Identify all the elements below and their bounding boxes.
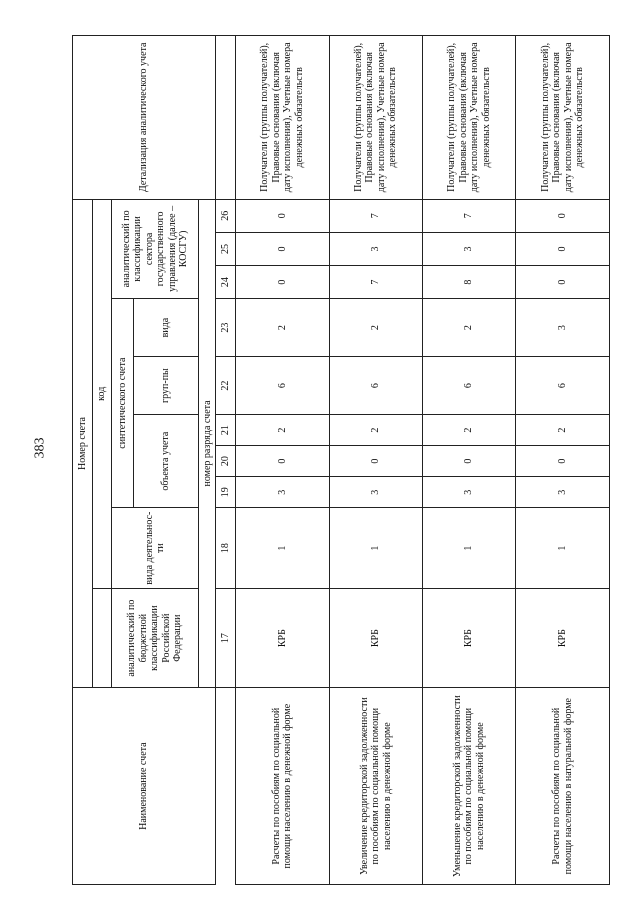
table-cell: 1 (423, 508, 516, 589)
table-cell: 0 (236, 266, 329, 299)
table-cell: 6 (329, 357, 422, 415)
table-cell: 2 (329, 415, 422, 446)
digit-cell: 25 (216, 232, 236, 265)
table-cell: 1 (516, 508, 610, 589)
digit-cell: 17 (216, 588, 236, 687)
table-row (236, 36, 329, 885)
digit-cell: 24 (216, 266, 236, 299)
table-cell: 7 (329, 199, 422, 232)
header-account-number: Номер счета (73, 199, 93, 688)
table-row (329, 36, 422, 885)
table-cell: 3 (516, 299, 610, 357)
table-cell: 6 (516, 357, 610, 415)
table-cell: 7 (329, 266, 422, 299)
table-cell: КРБ (516, 588, 610, 687)
table-cell: 3 (423, 232, 516, 265)
digit-cell: 19 (216, 477, 236, 508)
header-digit-number: номер разряда счета (199, 199, 216, 688)
table-cell: КРБ (329, 588, 422, 687)
table-cell: 2 (423, 415, 516, 446)
table-cell: 2 (236, 415, 329, 446)
header-group: груп-пы (133, 357, 198, 415)
digit-cell: 26 (216, 199, 236, 232)
header-kind: вида (133, 299, 198, 357)
digit-cell: 21 (216, 415, 236, 446)
table-cell: 2 (236, 299, 329, 357)
table-cell: 3 (423, 477, 516, 508)
table-cell: 1 (329, 508, 422, 589)
table-cell: 8 (423, 266, 516, 299)
digit-cell: 18 (216, 508, 236, 589)
account-name-cell: Расчеты по пособиям по социальной помощи населению в натуральной форме (516, 688, 610, 885)
table-cell: 0 (329, 446, 422, 477)
digit-cell: 22 (216, 357, 236, 415)
account-name-cell: Расчеты по пособиям по социальной помощи населению в денежной форме (236, 688, 329, 885)
header-synthetic: синтетического счета (112, 299, 134, 508)
table-cell: 0 (423, 446, 516, 477)
accounts-table (72, 35, 610, 885)
account-name-cell: Уменьшение кредиторской задолженности по пособиям по социальной помощи населению в денежной форме (423, 688, 516, 885)
table-row (516, 36, 610, 885)
header-budget-class: аналитический по бюджетной классификации Российской Федерации (112, 588, 199, 687)
table-cell: 2 (423, 299, 516, 357)
table-cell: 6 (423, 357, 516, 415)
table-cell: 0 (236, 232, 329, 265)
table-cell: 2 (516, 415, 610, 446)
table-row (423, 36, 516, 885)
digit-cell: 23 (216, 299, 236, 357)
detail-cell: Получатели (группы получателей), Правовые основания (включая дату исполнения), Учетные номера денежных обязательств (516, 36, 610, 200)
detail-cell: Получатели (группы получателей), Правовые основания (включая дату исполнения), Учетные номера денежных обязательств (236, 36, 329, 200)
header-blank-cell (92, 588, 112, 687)
table-cell: 0 (516, 199, 610, 232)
table-cell: 3 (329, 477, 422, 508)
table-cell: 0 (516, 266, 610, 299)
rotated-page (72, 35, 610, 885)
table-cell: 0 (516, 446, 610, 477)
header-activity: вида деятельнос-ти (112, 508, 199, 589)
table-cell: 2 (329, 299, 422, 357)
table-cell: 1 (236, 508, 329, 589)
table-cell: 0 (516, 232, 610, 265)
header-object: объекта учета (133, 415, 198, 508)
digit-cell: 20 (216, 446, 236, 477)
header-kosgu: аналитический по классификации сектора государственного управления (далее – КОСГУ) (112, 199, 199, 299)
table-cell: 3 (329, 232, 422, 265)
table-cell: 6 (236, 357, 329, 415)
detail-cell: Получатели (группы получателей), Правовые основания (включая дату исполнения), Учетные номера денежных обязательств (423, 36, 516, 200)
table-cell: 0 (236, 446, 329, 477)
table-cell: 0 (236, 199, 329, 232)
header-account-name: Наименование счета (73, 688, 216, 885)
account-name-cell: Увеличение кредиторской задолженности по пособиям по социальной помощи населению в денежной форме (329, 688, 422, 885)
table-cell: КРБ (236, 588, 329, 687)
page-number: 383 (32, 437, 48, 459)
digits-blank-cell (216, 688, 236, 885)
table-cell: 3 (236, 477, 329, 508)
table-cell: 3 (516, 477, 610, 508)
header-detail: Детализация аналитического учета (73, 36, 216, 200)
detail-cell: Получатели (группы получателей), Правовые основания (включая дату исполнения), Учетные номера денежных обязательств (329, 36, 422, 200)
header-code: код (92, 199, 112, 588)
table-cell: КРБ (423, 588, 516, 687)
digits-blank-cell (216, 36, 236, 200)
table-cell: 7 (423, 199, 516, 232)
